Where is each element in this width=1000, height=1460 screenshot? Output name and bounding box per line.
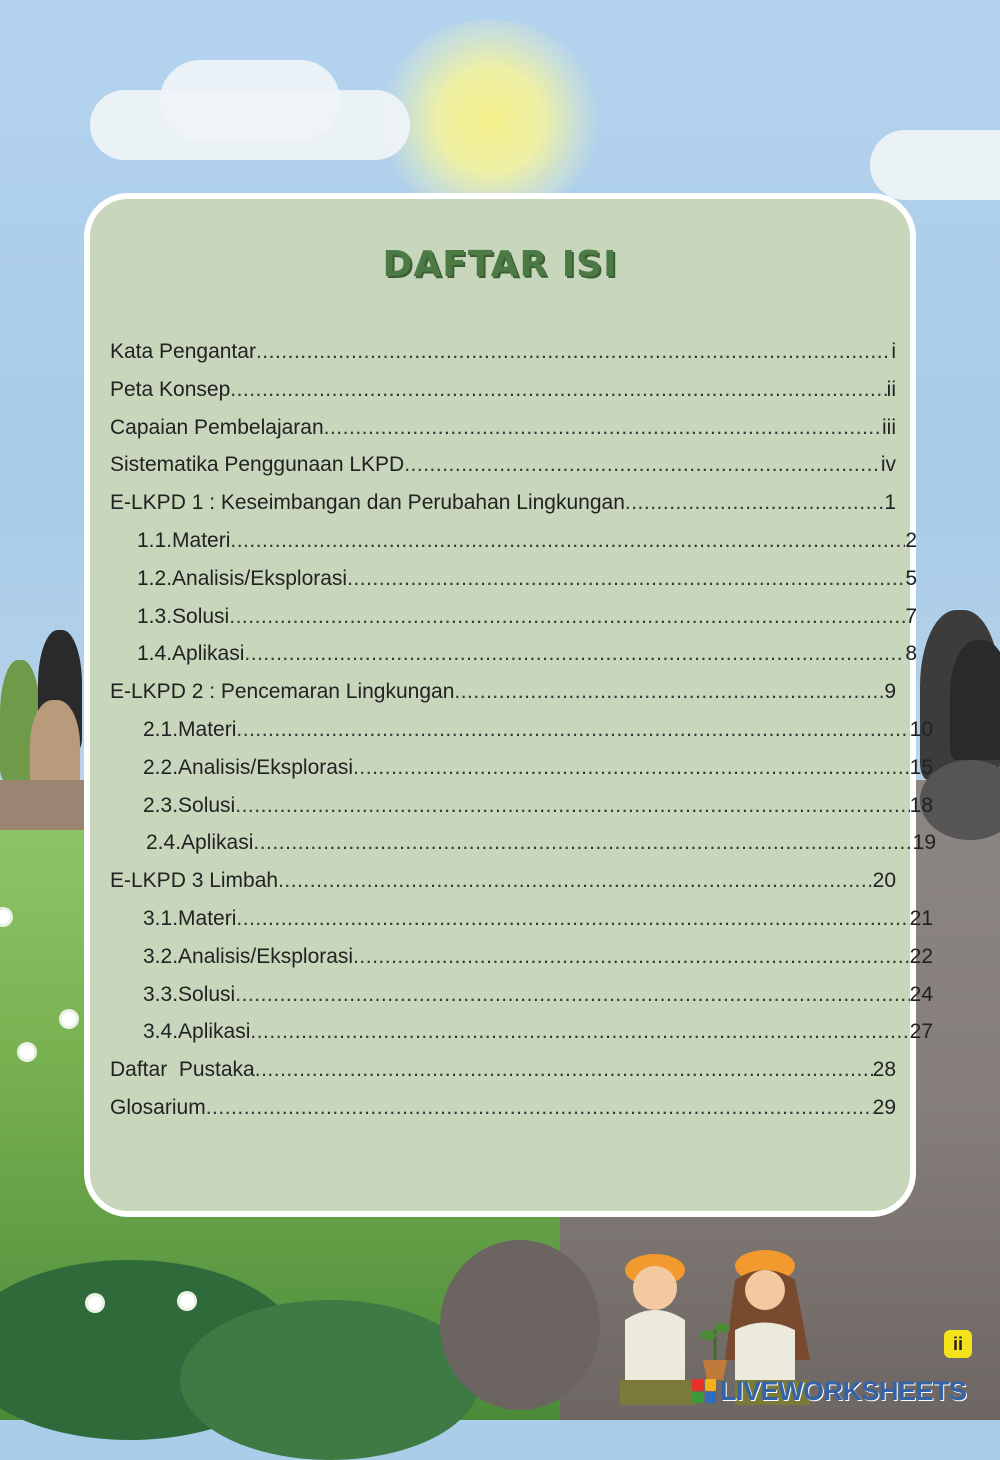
toc-entry-page: i bbox=[891, 340, 896, 363]
toc-leader-dots bbox=[230, 378, 886, 402]
toc-row bbox=[110, 831, 936, 869]
toc-entry-label: 1.1.Materi bbox=[137, 528, 231, 552]
toc-entry-page: 28 bbox=[872, 1058, 896, 1082]
toc-row bbox=[110, 756, 933, 794]
toc-row bbox=[110, 983, 933, 1021]
toc-entry-label: 2.4.Aplikasi bbox=[146, 831, 254, 855]
toc-entry-page: 22 bbox=[909, 944, 933, 968]
toc-entry-label: 3.3.Solusi bbox=[143, 982, 236, 1006]
toc-entry-page: 27 bbox=[909, 1020, 933, 1044]
toc-entry-page: 24 bbox=[909, 982, 933, 1006]
toc-entry-page: 10 bbox=[909, 717, 933, 741]
sun bbox=[380, 20, 600, 220]
toc-entry-label: 3.1.Materi bbox=[143, 906, 237, 930]
page-number-badge: ii bbox=[944, 1330, 972, 1358]
toc-row bbox=[110, 416, 896, 454]
toc-entry-page: 8 bbox=[905, 642, 917, 666]
toc-leader-dots bbox=[347, 567, 905, 591]
toc-leader-dots bbox=[253, 831, 912, 855]
toc-leader-dots bbox=[256, 340, 891, 364]
toc-entry-label: Kata Pengantar bbox=[110, 340, 256, 363]
toc-entry-label: Glosarium bbox=[110, 1095, 206, 1119]
toc-entry-page: iii bbox=[882, 415, 896, 439]
toc-entry-page: 21 bbox=[909, 906, 933, 930]
toc-row bbox=[110, 680, 896, 718]
toc-row bbox=[110, 907, 933, 945]
toc-row bbox=[110, 491, 896, 529]
toc-entry-label: 1.2.Analisis/Eksplorasi bbox=[137, 566, 348, 590]
toc-row bbox=[110, 453, 896, 491]
toc-row bbox=[110, 1096, 896, 1134]
toc-row bbox=[110, 529, 917, 567]
flower bbox=[62, 1012, 76, 1026]
toc-row bbox=[110, 340, 896, 378]
toc-entry-label: Peta Konsep bbox=[110, 377, 231, 401]
bush bbox=[440, 1240, 600, 1410]
toc-row bbox=[110, 869, 896, 907]
toc-entry-page: ii bbox=[886, 377, 896, 401]
toc-entry-page: 5 bbox=[905, 566, 917, 590]
table-of-contents bbox=[110, 340, 936, 1134]
toc-entry-page: 19 bbox=[912, 831, 936, 855]
toc-entry-label: 2.3.Solusi bbox=[143, 793, 236, 817]
toc-leader-dots bbox=[235, 983, 909, 1007]
toc-entry-page: 1 bbox=[884, 491, 896, 515]
toc-leader-dots bbox=[206, 1096, 873, 1120]
toc-row bbox=[110, 718, 933, 756]
toc-entry-page: 7 bbox=[905, 604, 917, 628]
cloud bbox=[870, 130, 1000, 200]
flower bbox=[180, 1294, 194, 1308]
liveworksheets-logo-icon bbox=[692, 1379, 716, 1403]
toc-leader-dots bbox=[278, 869, 873, 893]
toc-leader-dots bbox=[404, 453, 881, 477]
toc-entry-label: Sistematika Penggunaan LKPD bbox=[110, 453, 405, 477]
toc-leader-dots bbox=[230, 529, 905, 553]
toc-leader-dots bbox=[236, 907, 909, 931]
toc-entry-label: E-LKPD 1 : Keseimbangan dan Perubahan Lingkungan bbox=[110, 491, 625, 515]
flower bbox=[20, 1045, 34, 1059]
toc-row bbox=[110, 378, 896, 416]
toc-entry-label: Daftar Pustaka bbox=[110, 1058, 255, 1082]
toc-leader-dots bbox=[250, 1020, 909, 1044]
toc-row bbox=[110, 945, 933, 983]
cloud bbox=[160, 60, 340, 140]
toc-entry-label: 1.3.Solusi bbox=[137, 604, 230, 628]
toc-leader-dots bbox=[353, 945, 910, 969]
hill-left bbox=[0, 780, 84, 830]
toc-leader-dots bbox=[235, 794, 909, 818]
toc-leader-dots bbox=[244, 642, 905, 666]
toc-leader-dots bbox=[454, 680, 884, 704]
toc-leader-dots bbox=[255, 1058, 873, 1082]
toc-entry-label: E-LKPD 2 : Pencemaran Lingkungan bbox=[110, 680, 455, 704]
toc-entry-label: 2.1.Materi bbox=[143, 717, 237, 741]
toc-entry-label: 1.4.Aplikasi bbox=[137, 642, 245, 666]
toc-entry-page: 9 bbox=[884, 680, 896, 704]
toc-entry-page: 20 bbox=[872, 869, 896, 893]
toc-entry-page: 18 bbox=[909, 793, 933, 817]
toc-entry-page: 15 bbox=[909, 755, 933, 779]
toc-row bbox=[110, 1058, 896, 1096]
toc-entry-page: 29 bbox=[872, 1095, 896, 1119]
toc-entry-label: E-LKPD 3 Limbah bbox=[110, 869, 279, 893]
liveworksheets-wordmark: LIVEWORKSHEETS bbox=[720, 1375, 967, 1406]
toc-leader-dots bbox=[353, 756, 910, 780]
toc-leader-dots bbox=[229, 605, 905, 629]
toc-row bbox=[110, 642, 917, 680]
toc-leader-dots bbox=[625, 491, 884, 515]
toc-entry-page: iv bbox=[880, 453, 896, 477]
toc-entry-label: Capaian Pembelajaran bbox=[110, 415, 324, 439]
toc-row bbox=[110, 1020, 933, 1058]
toc-entry-label: 2.2.Analisis/Eksplorasi bbox=[143, 755, 354, 779]
toc-row bbox=[110, 567, 917, 605]
liveworksheets-logo bbox=[692, 1376, 967, 1406]
toc-row bbox=[110, 794, 933, 832]
toc-leader-dots bbox=[236, 718, 909, 742]
page-title: DAFTAR ISI bbox=[382, 244, 618, 285]
toc-leader-dots bbox=[324, 416, 882, 440]
dead-forest bbox=[950, 640, 1000, 760]
toc-entry-label: 3.4.Aplikasi bbox=[143, 1020, 251, 1044]
toc-row bbox=[110, 605, 917, 643]
flower bbox=[88, 1296, 102, 1310]
toc-entry-label: 3.2.Analisis/Eksplorasi bbox=[143, 944, 354, 968]
toc-entry-page: 2 bbox=[905, 528, 917, 552]
bush bbox=[180, 1300, 480, 1460]
